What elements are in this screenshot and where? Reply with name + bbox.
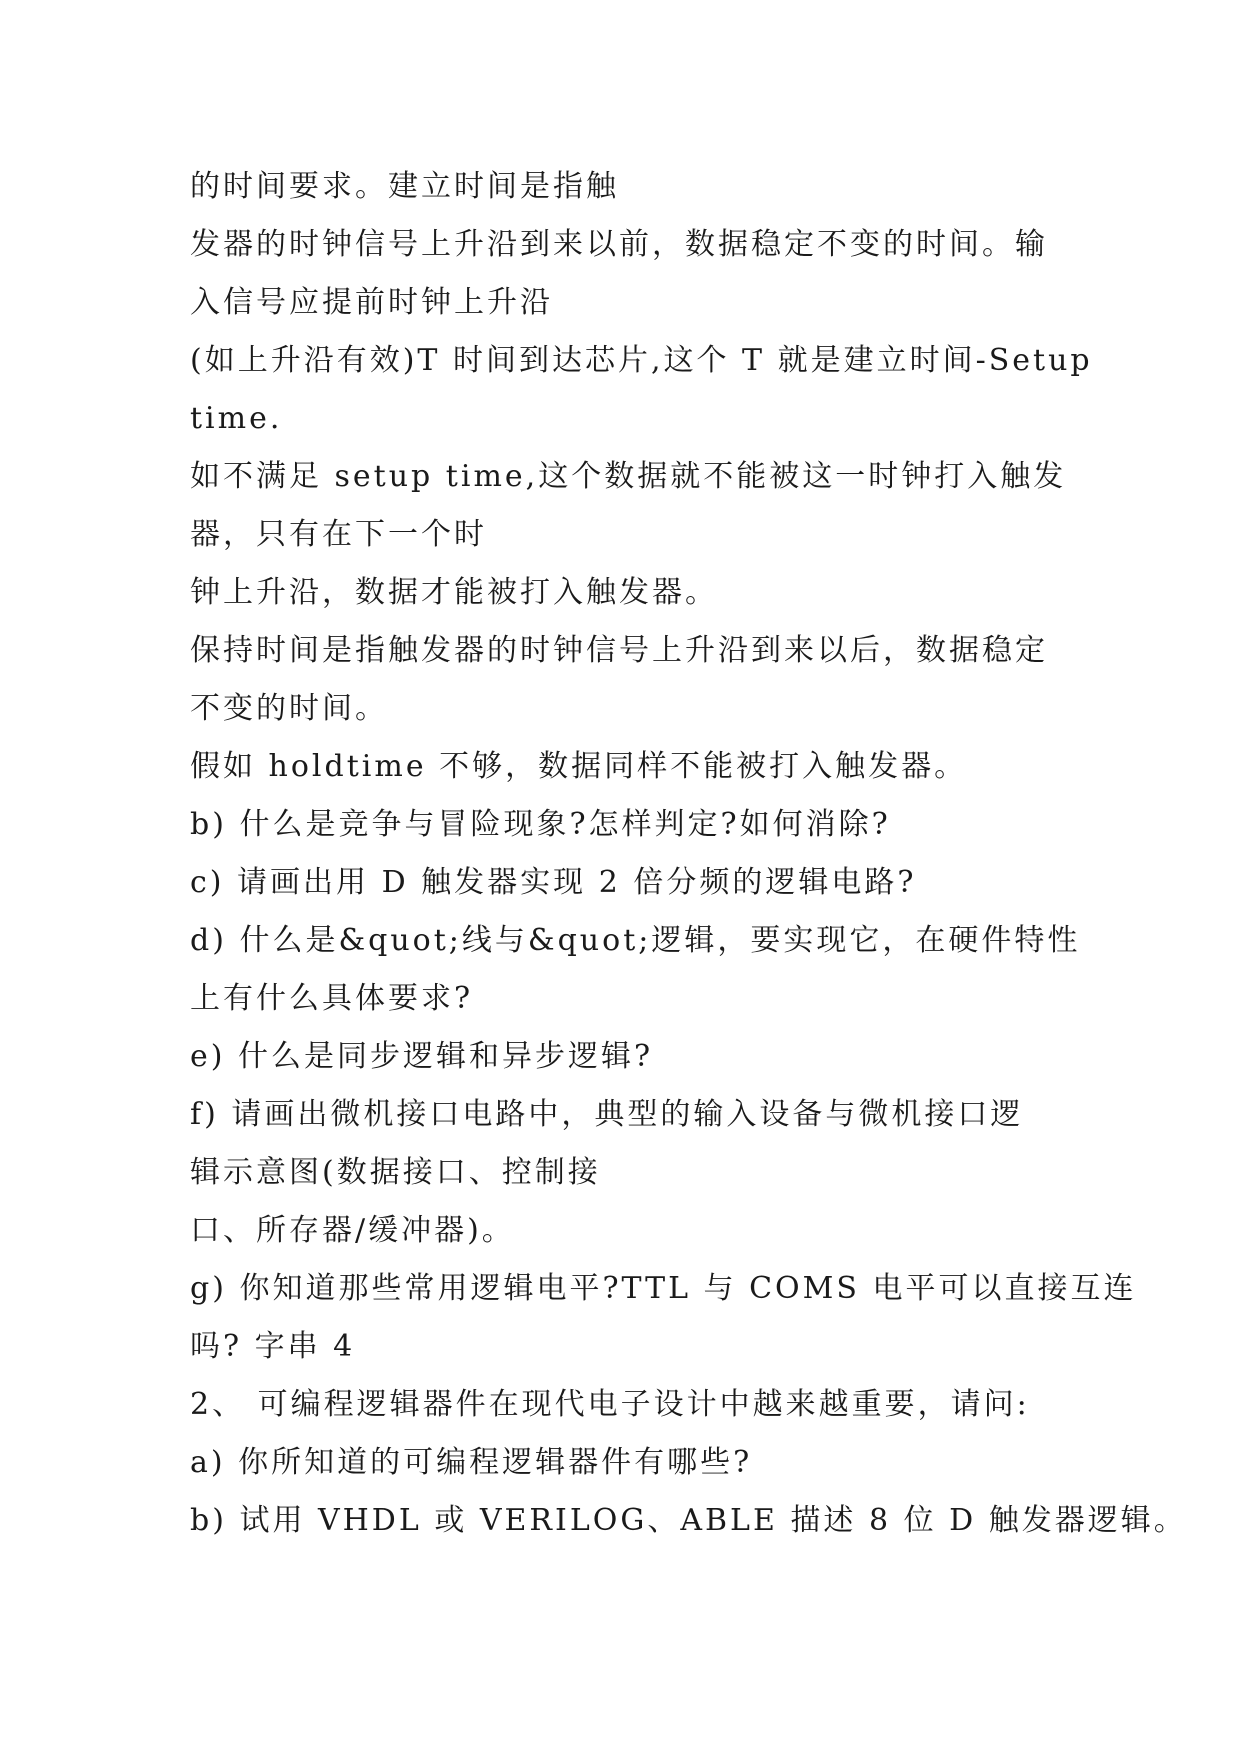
text-line: 发器的时钟信号上升沿到来以前，数据稳定不变的时间。输 (190, 227, 1048, 262)
text-line: 如不满足 setup time,这个数据就不能被这一时钟打入触发 (190, 459, 1067, 494)
question-e-line: e) 什么是同步逻辑和异步逻辑? (190, 1039, 654, 1074)
text-line: 钟上升沿，数据才能被打入触发器。 (190, 575, 718, 610)
text-line: time. (190, 401, 283, 436)
document-body (190, 158, 1187, 1550)
question-d-line: d) 什么是&quot;线与&quot;逻辑，要实现它，在硬件特性 (190, 923, 1081, 958)
text-line: 入信号应提前时钟上升沿 (190, 285, 553, 320)
text-line: 保持时间是指触发器的时钟信号上升沿到来以后，数据稳定 (190, 633, 1048, 668)
text-line: 不变的时间。 (190, 691, 388, 726)
text-line: 假如 holdtime 不够，数据同样不能被打入触发器。 (190, 749, 968, 784)
question-g-line: g) 你知道那些常用逻辑电平?TTL 与 COMS 电平可以直接互连 (190, 1271, 1137, 1306)
text-line: 吗? 字串 4 (190, 1329, 356, 1364)
text-line: 上有什么具体要求? (190, 981, 474, 1016)
question-a-line: a) 你所知道的可编程逻辑器件有哪些? (190, 1445, 753, 1480)
text-line: 口、所存器/缓冲器)。 (190, 1213, 515, 1248)
question-b-line: b) 试用 VHDL 或 VERILOG、ABLE 描述 8 位 D 触发器逻辑。 (190, 1503, 1187, 1538)
question-b-line: b) 什么是竞争与冒险现象?怎样判定?如何消除? (190, 807, 891, 842)
section-2-heading: 2、 可编程逻辑器件在现代电子设计中越来越重要，请问: (190, 1387, 1030, 1422)
text-line: 的时间要求。建立时间是指触 (190, 169, 619, 204)
question-f-line: f) 请画出微机接口电路中，典型的输入设备与微机接口逻 (190, 1097, 1024, 1132)
text-line: 辑示意图(数据接口、控制接 (190, 1155, 601, 1190)
text-line: (如上升沿有效)T 时间到达芯片,这个 T 就是建立时间-Setup (190, 343, 1093, 378)
text-line: 器，只有在下一个时 (190, 517, 487, 552)
question-c-line: c) 请画出用 D 触发器实现 2 倍分频的逻辑电路? (190, 865, 917, 900)
